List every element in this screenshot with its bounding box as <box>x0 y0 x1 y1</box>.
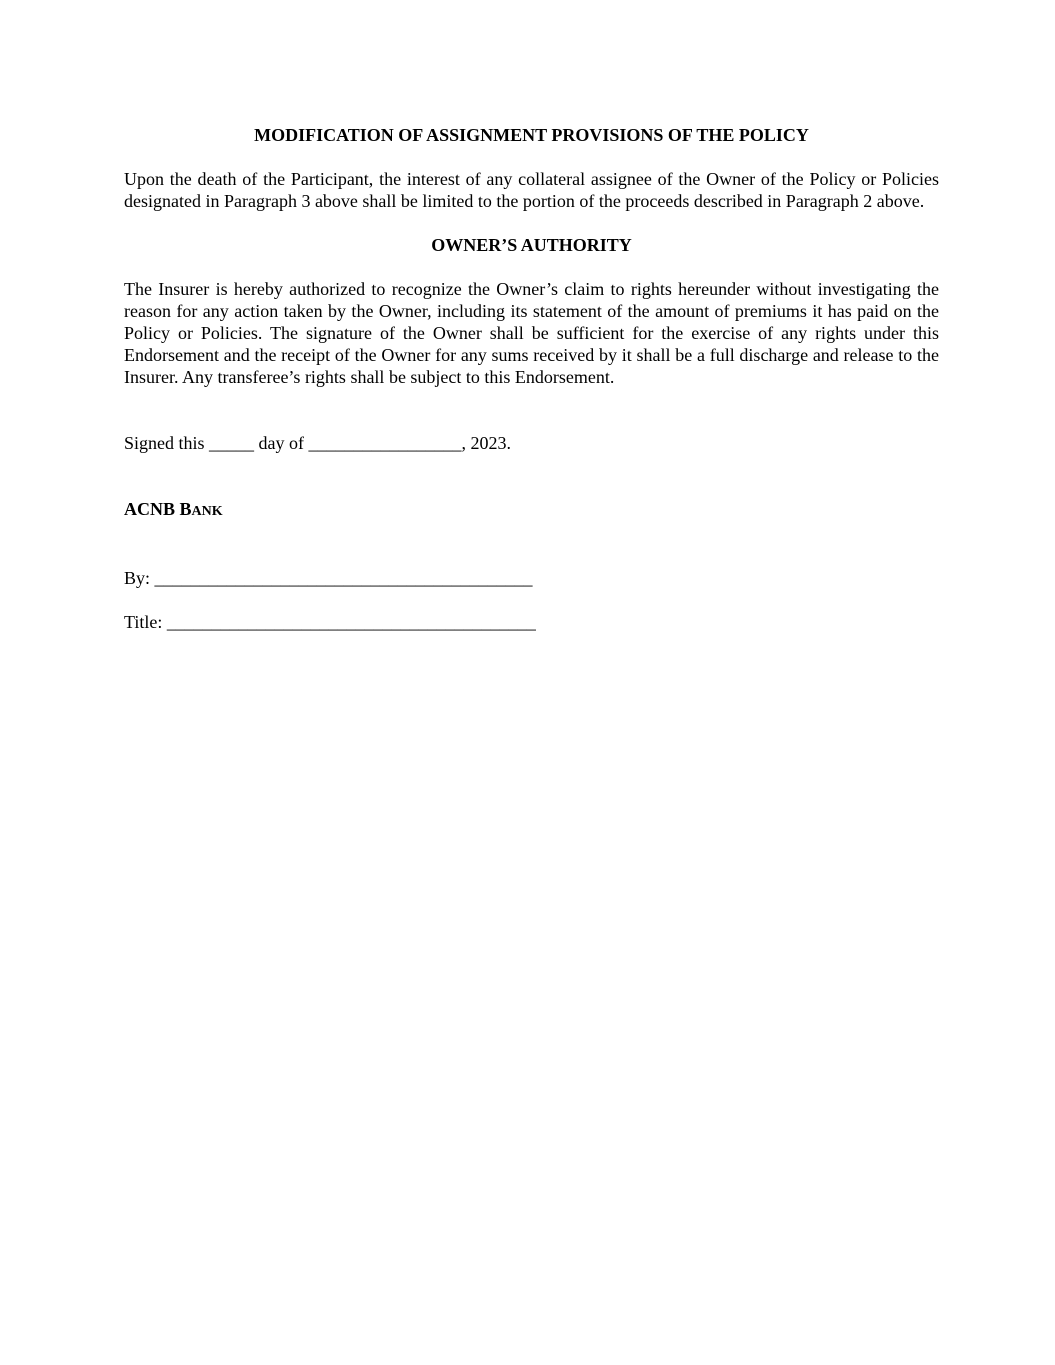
bank-name-prefix: ACNB B <box>124 499 192 519</box>
owners-authority-heading: OWNER’S AUTHORITY <box>431 235 632 255</box>
title-signature-line: Title: _________________________________________ <box>124 612 536 632</box>
bank-name <box>124 498 939 523</box>
owners-authority-paragraph: The Insurer is hereby authorized to recognize the Owner’s claim to rights hereunder without investigating the reason for any action taken by the Owner, including its statement of the amount of premiums it has paid on the Policy or Policies. The signature of the Owner shall be sufficient for the exercise of any rights under this Endorsement and the receipt of the Owner for any sums received by it shall be a full discharge and release to the Insurer. Any transferee’s rights shall be subject to this Endorsement. <box>124 279 939 387</box>
by-signature-line: By: __________________________________________ <box>124 568 533 588</box>
bank-name-smallcaps: ANK <box>191 504 223 519</box>
assignment-heading: MODIFICATION OF ASSIGNMENT PROVISIONS OF THE POLICY <box>254 125 809 145</box>
assignment-paragraph: Upon the death of the Participant, the interest of any collateral assignee of the Owner of the Policy or Policies designated in Paragraph 3 above shall be limited to the portion of the proceeds described in Paragraph 2 above. <box>124 169 939 211</box>
document-page <box>124 124 939 633</box>
signed-date-line: Signed this _____ day of _________________, 2023. <box>124 433 511 453</box>
